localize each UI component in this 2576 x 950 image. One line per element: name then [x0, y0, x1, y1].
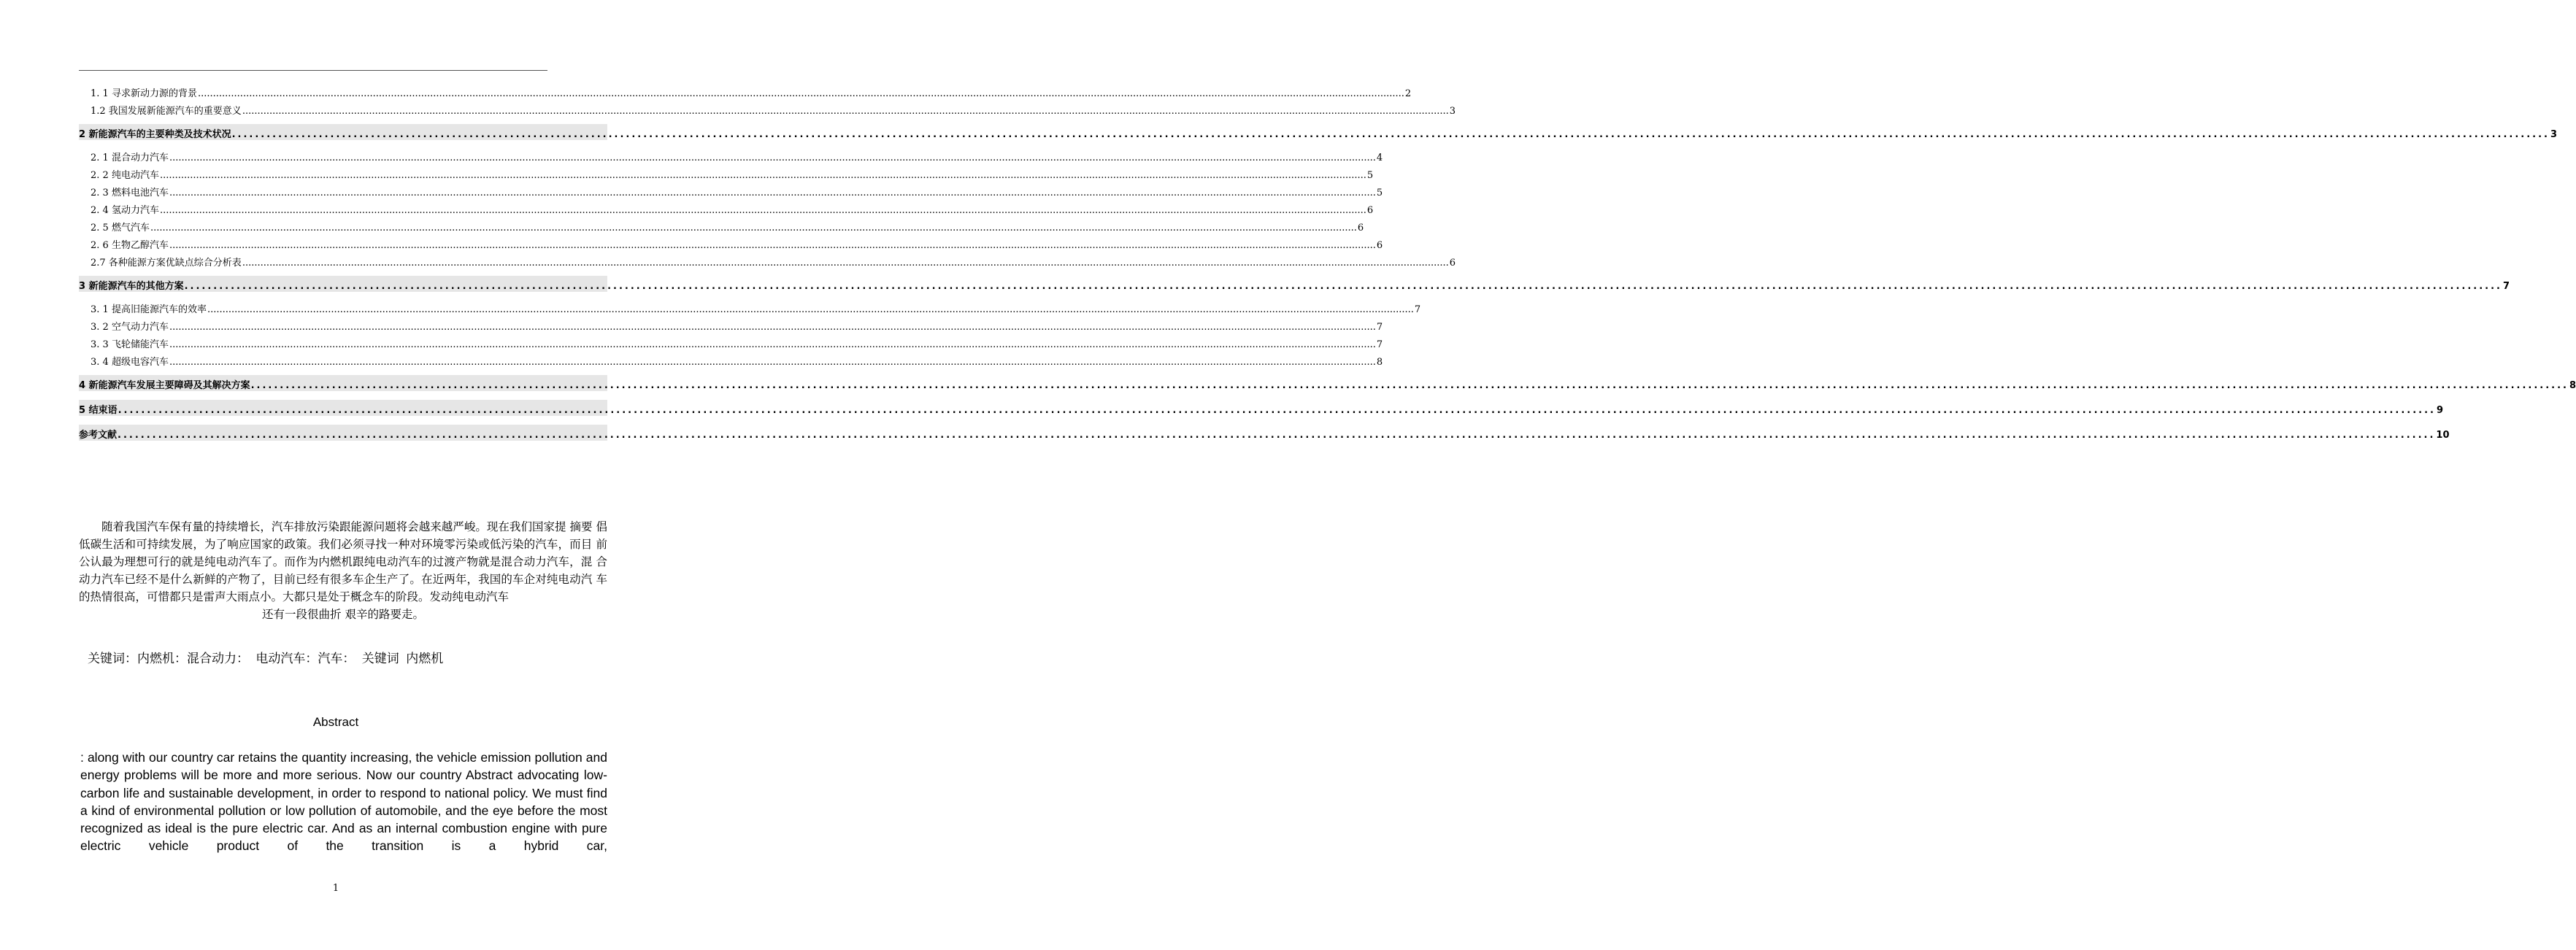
toc-section-entry[interactable] — [79, 182, 1383, 198]
toc-leader-dots: ................................................................................................................................................................................................................................................................................................................................................................................................................ — [242, 258, 1449, 269]
toc-entry-page: 6 — [1366, 205, 1374, 216]
toc-chapter-entry[interactable] — [79, 375, 2576, 391]
toc-section-entry[interactable] — [79, 352, 1383, 368]
toc-entry-label: 2. 1 混合动力汽车 — [91, 152, 169, 163]
toc-leader-dots: ................................................................................................................................................................................................................................................................................................................................................................................................................ — [250, 380, 2569, 391]
toc-leader-dots: ................................................................................................................................................................................................................................................................................................................................................................................................................ — [118, 430, 2436, 441]
toc-leader-dots: ................................................................................................................................................................................................................................................................................................................................................................................................................ — [169, 152, 1376, 163]
abstract-chinese-last-line: 还有一段很曲折 艰辛的路要走。 — [262, 608, 424, 621]
toc-entry-page: 9 — [2436, 405, 2444, 416]
toc-chapter-entry[interactable] — [79, 400, 2444, 416]
toc-entry-label: 2. 5 燃气汽车 — [91, 223, 150, 233]
toc-entry-page: 2 — [1404, 88, 1412, 99]
toc-section-entry[interactable] — [79, 252, 1456, 269]
toc-entry-label: 参考文献 — [79, 430, 118, 441]
abstract-english-title: Abstract — [312, 715, 359, 729]
toc-entry-label: 2. 4 氢动力汽车 — [91, 205, 159, 216]
toc-entry-label: 4 新能源汽车发展主要障碍及其解决方案 — [79, 380, 250, 391]
toc-entry-label: 3. 2 空气动力汽车 — [91, 322, 169, 333]
toc-entry-page: 10 — [2436, 430, 2450, 441]
toc-leader-dots: ................................................................................................................................................................................................................................................................................................................................................................................................................ — [169, 322, 1376, 333]
toc-section-entry[interactable] — [79, 147, 1383, 163]
toc-leader-dots: ................................................................................................................................................................................................................................................................................................................................................................................................................ — [159, 205, 1366, 216]
toc-entry-label: 2 新能源汽车的主要种类及技术状况 — [79, 129, 231, 140]
toc-entry-label: 2. 2 纯电动汽车 — [91, 170, 159, 181]
toc-entry-page: 6 — [1449, 258, 1456, 269]
toc-section-entry[interactable] — [79, 235, 1383, 251]
toc-leader-dots: ................................................................................................................................................................................................................................................................................................................................................................................................................ — [169, 188, 1376, 198]
toc-chapter-entry[interactable] — [79, 276, 2510, 292]
toc-entry-label: 2. 6 生物乙醇汽车 — [91, 240, 169, 251]
toc-leader-dots: ................................................................................................................................................................................................................................................................................................................................................................................................................ — [159, 170, 1366, 181]
toc-entry-label: 3 新能源汽车的其他方案 — [79, 281, 184, 292]
toc-entry-page: 5 — [1376, 188, 1383, 198]
toc-section-entry[interactable] — [79, 317, 1383, 333]
toc-leader-dots: ................................................................................................................................................................................................................................................................................................................................................................................................................ — [118, 405, 2436, 416]
abstract-chinese — [79, 518, 607, 623]
header-rule — [79, 70, 547, 71]
toc-section-entry[interactable] — [79, 299, 1421, 315]
toc-section-entry[interactable] — [79, 83, 1412, 99]
toc-entry-page: 3 — [1449, 106, 1456, 117]
toc-entry-page: 3 — [2550, 129, 2558, 140]
toc-chapter-entry[interactable] — [79, 425, 2450, 441]
toc-leader-dots: ................................................................................................................................................................................................................................................................................................................................................................................................................ — [231, 129, 2550, 140]
toc-entry-label: 3. 3 飞轮储能汽车 — [91, 339, 169, 350]
abstract-english-body: : along with our country car retains the quantity increasing, the vehicle emission pollution and energy problems will be more and more serious. Now our country Abstract advocating low-carbon life and sustainable development, in order to respond to national policy. We must find a kind of environmental pollution or low pollution of automobile, and the eye before the most recognized as ideal is the pure electric car. And as an internal combustion engine with pure electric vehicle product of the transition is a hybrid car, — [80, 750, 607, 854]
toc-entry-page: 8 — [1376, 357, 1383, 368]
toc-entry-page: 7 — [2502, 281, 2510, 292]
toc-leader-dots: ................................................................................................................................................................................................................................................................................................................................................................................................................ — [242, 106, 1449, 117]
keywords-chinese: 关键词：内燃机：混合动力： 电动汽车：汽车： 关键词 内燃机 — [88, 652, 444, 666]
toc-entry-page: 5 — [1366, 170, 1374, 181]
toc-leader-dots: ................................................................................................................................................................................................................................................................................................................................................................................................................ — [169, 339, 1376, 350]
toc-entry-page: 7 — [1376, 322, 1383, 333]
page-number: 1 — [332, 883, 339, 894]
toc-section-entry[interactable] — [79, 334, 1383, 350]
toc-entry-page: 7 — [1376, 339, 1383, 350]
toc-entry-page: 6 — [1357, 223, 1364, 233]
toc-section-entry[interactable] — [79, 217, 1364, 233]
toc-entry-page: 6 — [1376, 240, 1383, 251]
toc-entry-label: 2.7 各种能源方案优缺点综合分析表 — [91, 258, 242, 269]
abstract-chinese-body: 随着我国汽车保有量的持续增长，汽车排放污染跟能源问题将会越来越严峻。现在我们国家提 摘要 倡低碳生活和可持续发展，为了响应国家的政策。我们必须寻找一种对环境零污染或低污染的汽车，而目 前公认最为理想可行的就是纯电动汽车了。而作为内燃机跟纯电动汽车的过渡产物就是混合动力汽车，混 合动力汽车已经不是什么新鲜的产物了，目前已经有很多车企生产了。在近两年，我国的车企对纯电动汽 车的热情很高，可惜都只是雷声大雨点小。大都只是处于概念车的阶段。发动纯电动汽车 — [79, 520, 607, 603]
toc-entry-label: 3. 4 超级电容汽车 — [91, 357, 169, 368]
toc-entry-page: 4 — [1376, 152, 1383, 163]
toc-section-entry[interactable] — [79, 200, 1374, 216]
toc-leader-dots: ................................................................................................................................................................................................................................................................................................................................................................................................................ — [197, 88, 1404, 99]
toc-section-entry[interactable] — [79, 165, 1374, 181]
toc-entry-label: 5 结束语 — [79, 405, 118, 416]
toc-entry-label: 2. 3 燃料电池汽车 — [91, 188, 169, 198]
toc-entry-page: 7 — [1414, 304, 1421, 315]
toc-leader-dots: ................................................................................................................................................................................................................................................................................................................................................................................................................ — [169, 240, 1376, 251]
toc-section-entry[interactable] — [79, 101, 1456, 117]
toc-leader-dots: ................................................................................................................................................................................................................................................................................................................................................................................................................ — [207, 304, 1414, 315]
toc-entry-label: 1. 1 寻求新动力源的背景 — [91, 88, 197, 99]
toc-leader-dots: ................................................................................................................................................................................................................................................................................................................................................................................................................ — [184, 281, 2502, 292]
toc-entry-label: 1.2 我国发展新能源汽车的重要意义 — [91, 106, 242, 117]
toc-leader-dots: ................................................................................................................................................................................................................................................................................................................................................................................................................ — [150, 223, 1357, 233]
toc-chapter-entry[interactable] — [79, 124, 2558, 140]
toc-entry-page: 8 — [2569, 380, 2576, 391]
toc-leader-dots: ................................................................................................................................................................................................................................................................................................................................................................................................................ — [169, 357, 1376, 368]
toc-entry-label: 3. 1 提高旧能源汽车的效率 — [91, 304, 207, 315]
